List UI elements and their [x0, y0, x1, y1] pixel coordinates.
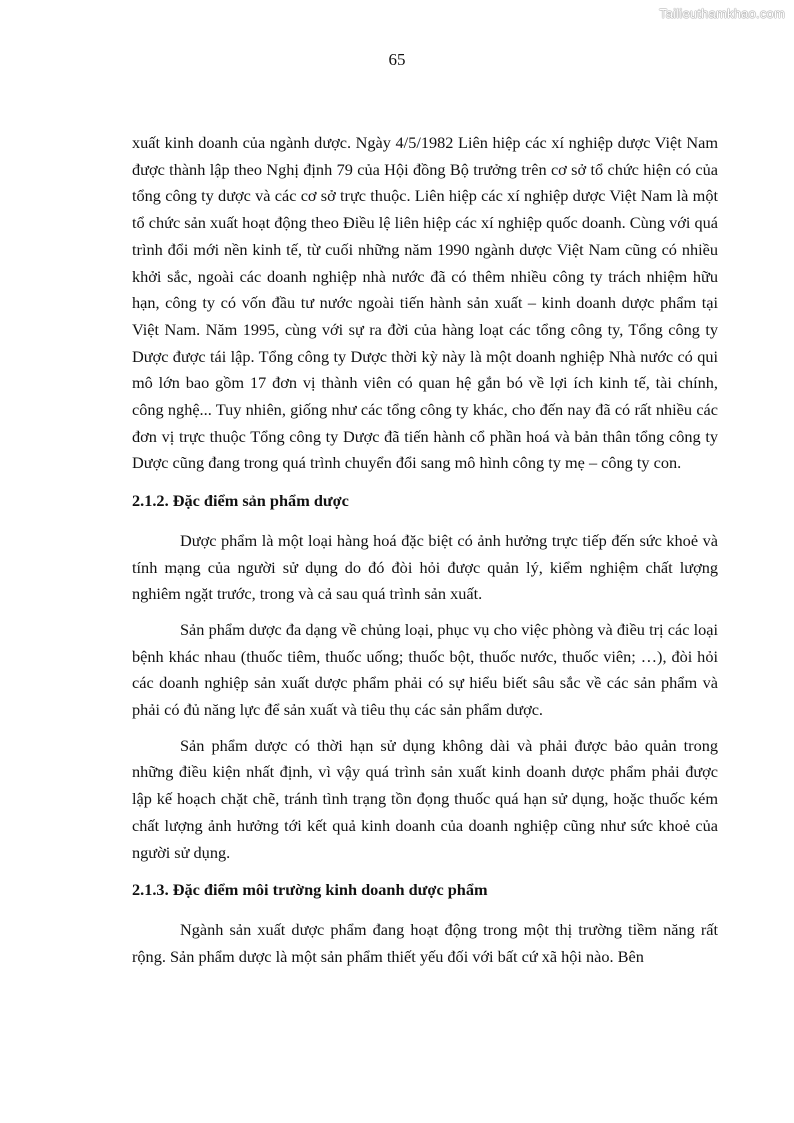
paragraph-product-special: Dược phẩm là một loại hàng hoá đặc biệt có ảnh hưởng trực tiếp đến sức khoẻ và tính mạng của người sử dụng do đó đòi hỏi được quản lý, kiểm nghiệm chất lượng nghiêm ngặt trước, trong và cả sau quá trình sản xuất.: [132, 530, 718, 604]
document-body: [132, 130, 718, 970]
paragraph-product-diverse: Sản phẩm dược đa dạng về chủng loại, phục vụ cho việc phòng và điều trị các loại bệnh khác nhau (thuốc tiêm, thuốc uống; thuốc bột, thuốc nước, thuốc viên; …), đòi hỏi các doanh nghiệp sản xuất dược phẩm phải có sự hiểu biết sâu sắc về các sản phẩm và phải có đủ năng lực để sản xuất và tiêu thụ các sản phẩm dược.: [132, 619, 718, 720]
paragraph-history: xuất kinh doanh của ngành dược. Ngày 4/5/1982 Liên hiệp các xí nghiệp dược Việt Nam được thành lập theo Nghị định 79 của Hội đồng Bộ trưởng trên cơ sở tổ chức hiện có của tổng công ty dược và các cơ sở trực thuộc. Liên hiệp các xí nghiệp dược Việt Nam là một tổ chức sản xuất hoạt động theo Điều lệ liên hiệp các xí nghiệp quốc doanh. Cùng với quá trình đổi mới nền kinh tế, từ cuối những năm 1990 ngành dược Việt Nam cũng có nhiều khởi sắc, ngoài các doanh nghiệp nhà nước đã có thêm nhiều công ty trách nhiệm hữu hạn, công ty có vốn đầu tư nước ngoài tiến hành sản xuất – kinh doanh dược phẩm tại Việt Nam. Năm 1995, cùng với sự ra đời của hàng loạt các tổng công ty, Tổng công ty Dược được tái lập. Tổng công ty Dược thời kỳ này là một doanh nghiệp Nhà nước có qui mô lớn bao gồm 17 đơn vị thành viên có quan hệ gắn bó về lợi ích kinh tế, tài chính, công nghệ... Tuy nhiên, giống như các tổng công ty khác, cho đến nay đã có rất nhiều các đơn vị trực thuộc Tổng công ty Dược đã tiến hành cổ phần hoá và bản thân tổng công ty Dược cũng đang trong quá trình chuyển đổi sang mô hình công ty mẹ – công ty con.: [132, 133, 718, 473]
watermark-text: Tailieuthamkhao.com: [659, 6, 785, 21]
paragraph-product-shelf-life: Sản phẩm dược có thời hạn sử dụng không dài và phải được bảo quản trong những điều kiện nhất định, vì vậy quá trình sản xuất kinh doanh dược phẩm phải được lập kế hoạch chặt chẽ, tránh tình trạng tồn đọng thuốc quá hạn sử dụng, hoặc thuốc kém chất lượng ảnh hưởng tới kết quả kinh doanh của doanh nghiệp cũng như sức khoẻ của người sử dụng.: [132, 735, 718, 862]
heading-2-1-2: 2.1.2. Đặc điểm sản phẩm dược: [132, 491, 349, 511]
paragraph-market: Ngành sản xuất dược phẩm đang hoạt động trong một thị trường tiềm năng rất rộng. Sản phẩm dược là một sản phẩm thiết yếu đối với bất cứ xã hội nào. Bên: [132, 919, 718, 966]
page-number: 65: [388, 50, 406, 69]
heading-2-1-3: 2.1.3. Đặc điểm môi trường kinh doanh dược phẩm: [132, 880, 488, 900]
